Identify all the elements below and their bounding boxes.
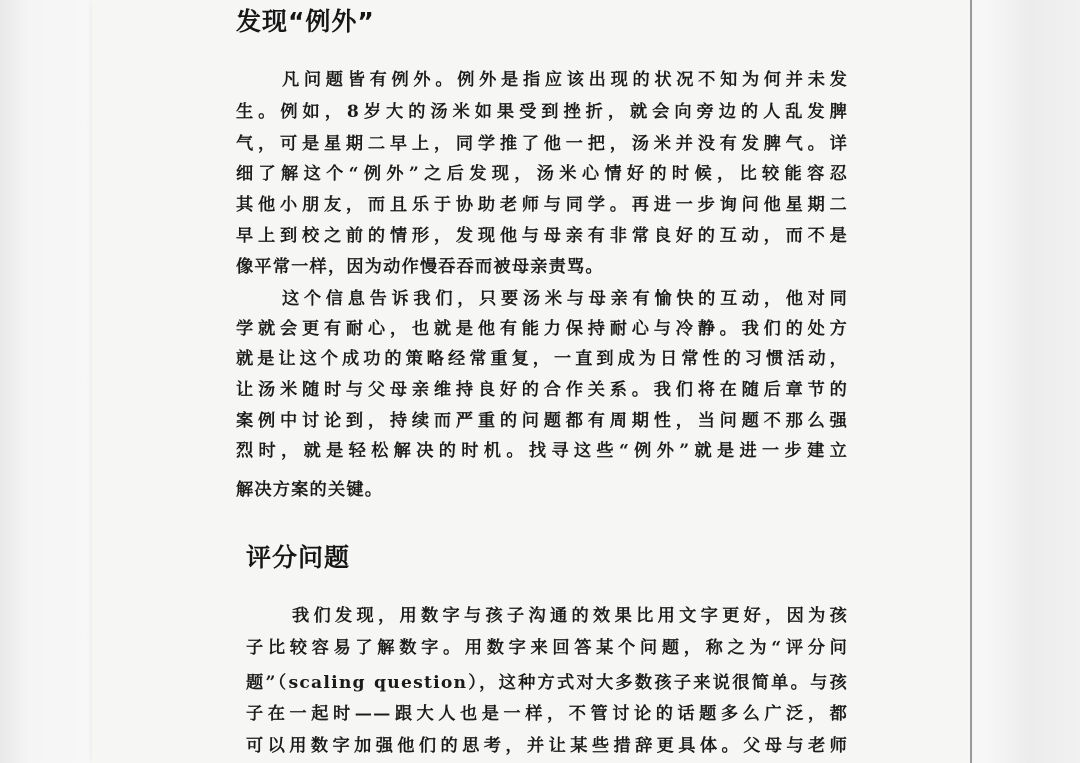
page-edge — [970, 0, 972, 763]
paragraph-line: 解决方案的关键。 — [236, 480, 384, 500]
section-heading-scaling: 评分问题 — [246, 543, 351, 572]
paragraph-line: 让汤米随时与父母亲维持良好的合作关系。我们将在随后章节的 — [236, 380, 848, 400]
paragraph-line: 就是让这个成功的策略经常重复，一直到成为日常性的习惯活动， — [236, 349, 848, 369]
paragraph-line: 像平常一样，因为动作慢吞吞而被母亲责骂。 — [236, 257, 604, 277]
paragraph-line: 我们发现，用数字与孩子沟通的效果比用文字更好，因为孩 — [292, 606, 848, 626]
paragraph-line: 学就会更有耐心，也就是他有能力保持耐心与冷静。我们的处方 — [236, 319, 848, 339]
paragraph-line: 子在一起时——跟大人也是一样，不管讨论的话题多么广泛，都 — [246, 704, 848, 724]
paragraph-line: 其他小朋友，而且乐于协助老师与同学。再进一步询问他星期二 — [236, 195, 848, 215]
paragraph-line: 气，可是星期二早上，同学推了他一把，汤米并没有发脾气。详 — [236, 134, 848, 154]
section-heading-exceptions: 发现“例外” — [236, 7, 375, 36]
paragraph-line: 生。例如，8岁大的汤米如果受到挫折，就会向旁边的人乱发脾 — [236, 102, 848, 122]
paragraph-line: 案例中讨论到，持续而严重的问题都有周期性，当问题不那么强 — [236, 411, 848, 431]
paragraph-line: 凡问题皆有例外。例外是指应该出现的状况不知为何并未发 — [282, 70, 848, 90]
paragraph-line: 子比较容易了解数字。用数字来回答某个问题，称之为“评分问 — [246, 638, 848, 658]
paragraph-line: 题”（scaling question），这种方式对大多数孩子来说很简单。与孩 — [246, 673, 848, 693]
paragraph-line: 这个信息告诉我们，只要汤米与母亲有愉快的互动，他对同 — [282, 289, 848, 309]
paragraph-line: 细了解这个“例外”之后发现，汤米心情好的时候，比较能容忍 — [236, 164, 848, 184]
paragraph-line: 烈时，就是轻松解决的时机。找寻这些“例外”就是进一步建立 — [236, 441, 848, 461]
paragraph-line: 早上到校之前的情形，发现他与母亲有非常良好的互动，而不是 — [236, 226, 848, 246]
paragraph-line: 可以用数字加强他们的思考，并让某些措辞更具体。父母与老师 — [246, 736, 848, 756]
